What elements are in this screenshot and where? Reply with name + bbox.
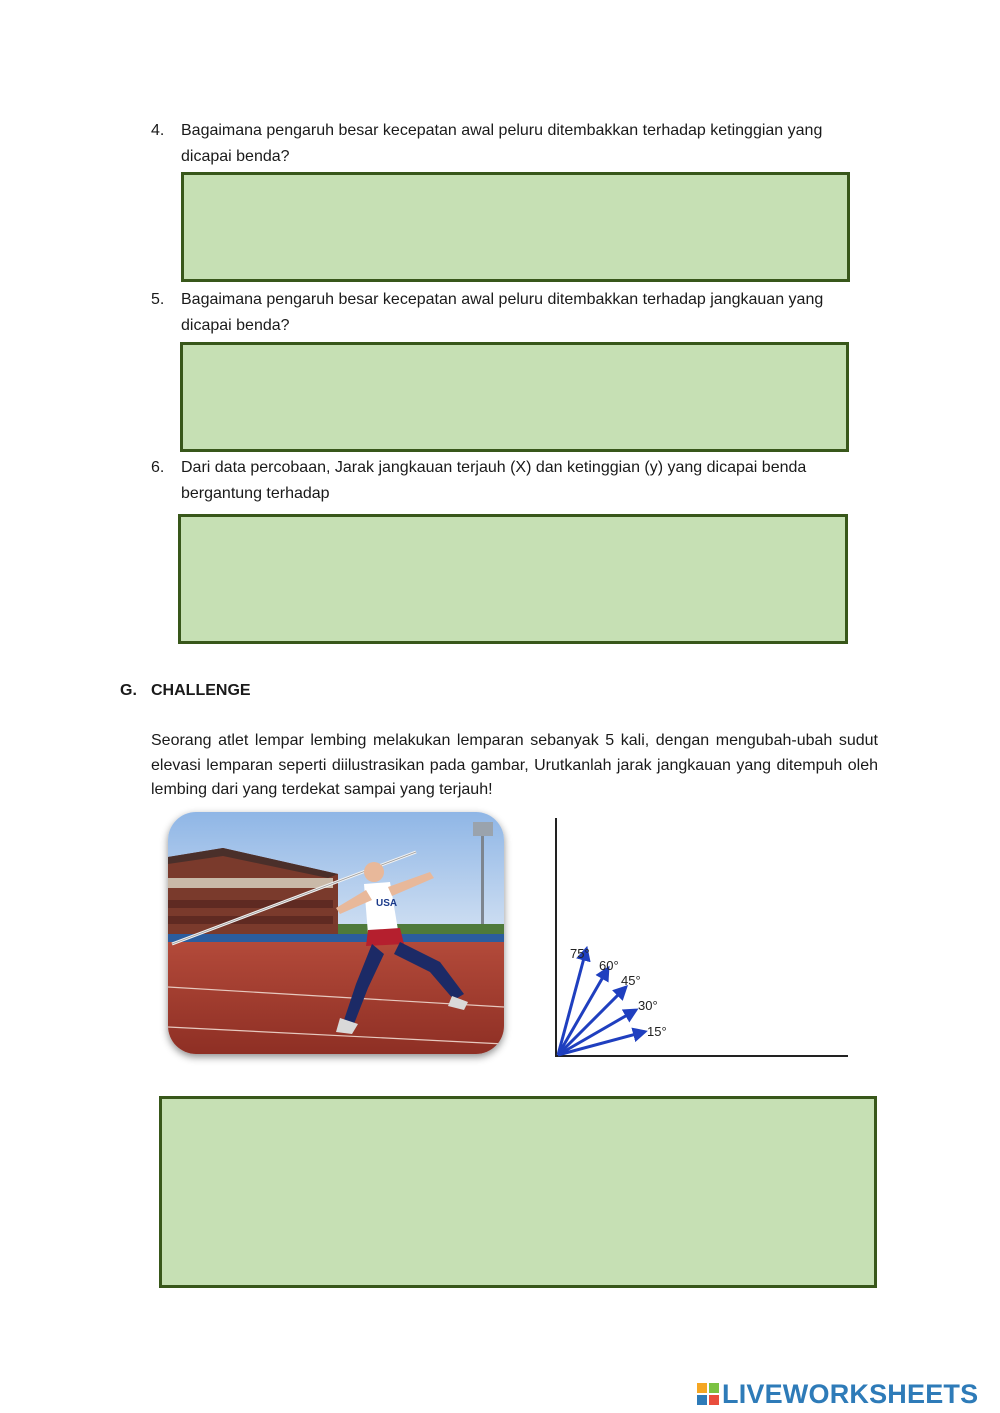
launch-angle-diagram <box>548 812 853 1064</box>
angle-label-75: 75° <box>570 946 590 961</box>
question-number: 5. <box>151 291 165 308</box>
answer-box-5[interactable] <box>180 342 849 452</box>
logo-text: LIVEWORKSHEETS <box>722 1378 979 1409</box>
jersey-text: USA <box>376 898 398 909</box>
question-text-continued: dicapai benda? <box>181 148 290 165</box>
logo-mark-icon <box>697 1383 719 1405</box>
angle-label-15: 15° <box>647 1024 667 1039</box>
question-text-continued: dicapai benda? <box>181 317 290 334</box>
question-5 <box>151 287 891 339</box>
question-text-continued: bergantung terhadap <box>181 485 330 502</box>
question-4 <box>151 118 891 170</box>
question-text: Bagaimana pengaruh besar kecepatan awal peluru ditembakkan terhadap ketinggian yang <box>181 122 823 139</box>
liveworksheets-logo <box>697 1376 978 1412</box>
angle-label-45: 45° <box>621 973 641 988</box>
angle-diagram-svg <box>548 812 853 1064</box>
question-number: 4. <box>151 122 165 139</box>
challenge-text: Seorang atlet lempar lembing melakukan lemparan sebanyak 5 kali, dengan mengubah-ubah sudut elevasi lemparan seperti diilustrasikan pada gambar, Urutkanlah jarak jangkauan yang ditempuh oleh lembing dari yang terdekat sampai yang terjauh! <box>151 732 878 798</box>
javelin-athlete-photo <box>168 812 504 1054</box>
question-text: Bagaimana pengaruh besar kecepatan awal peluru ditembakkan terhadap jangkauan yang <box>181 291 824 308</box>
angle-label-60: 60° <box>599 958 619 973</box>
angle-label-30: 30° <box>638 998 658 1013</box>
section-letter: G. <box>120 682 137 699</box>
answer-box-6[interactable] <box>178 514 848 644</box>
section-title: CHALLENGE <box>151 682 251 699</box>
answer-box-challenge[interactable] <box>159 1096 877 1288</box>
question-number: 6. <box>151 459 165 476</box>
answer-box-4[interactable] <box>181 172 850 282</box>
question-text: Dari data percobaan, Jarak jangkauan terjauh (X) dan ketinggian (y) yang dicapai benda <box>181 459 807 476</box>
question-6 <box>151 455 891 507</box>
photo-illustration <box>168 812 504 1054</box>
